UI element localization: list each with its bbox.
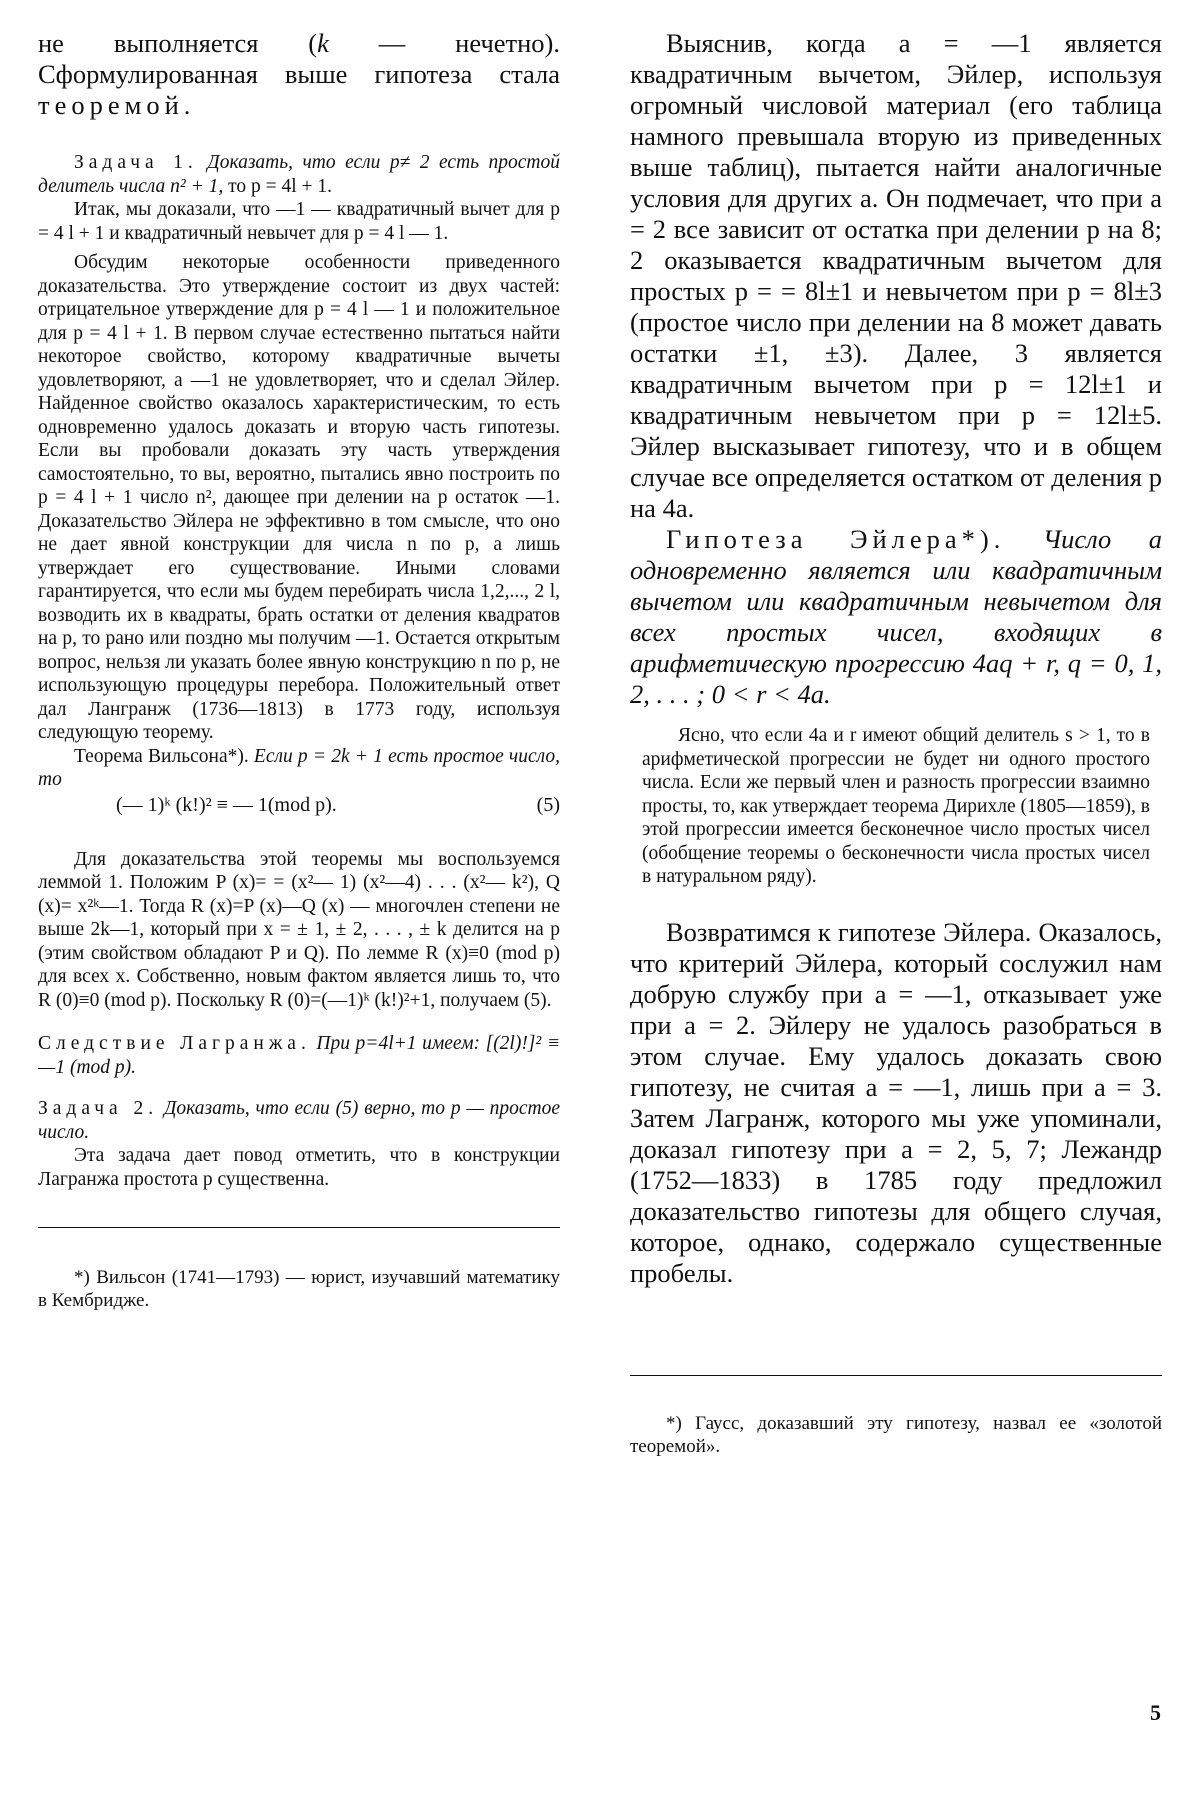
footnote-wilson: *) Вильсон (1741—1793) — юрист, изучавший математику в Кембридже. xyxy=(38,1267,560,1311)
wilson-formula: (— 1)ᵏ (k!)² ≡ — 1(mod p). xyxy=(116,793,337,816)
proof-paragraph: Для доказательства этой теоремы мы воспользуемся леммой 1. Положим P (x)= = (x²— 1) (x²—4) . . . (x²— k²), Q (x)= x²ᵏ—1. Тогда R (x)=P (x)—Q (x) — многочлен степени не выше 2k—1, который при x = ± 1, ± 2, . . . , ± k делится на p (этим свойством обладают P и Q). По лемме R (x)≡0 (mod p) для всех x. Собственно, новым фактом является лишь то, что R (0)≡0 (mod p). Поскольку R (0)=(—1)ᵏ (k!)²+1, получаем (5). xyxy=(38,848,560,1011)
task-2: Задача 2. Доказать, что если (5) верно, то p — простое число. xyxy=(38,1098,560,1143)
intro-paragraph: не выполняется (k — нечетно). Сформулированная выше гипотеза стала теоремой. xyxy=(38,28,560,120)
task-2-note: Эта задача дает повод отметить, что в конструкции Лагранжа простота p существенна. xyxy=(38,1145,560,1190)
formula-number: (5) xyxy=(536,793,560,816)
footnote-divider xyxy=(38,1227,560,1228)
euler-hypothesis: Гипотеза Эйлера*). Число a одновременно является или квадратичным вычетом или квадратичным невычетом для всех простых чисел, входящих в арифметическую прогрессию 4aq + r, q = 0, 1, 2, . . . ; 0 < r < 4a. xyxy=(630,524,1162,709)
euler-paragraph: Выяснив, когда a = —1 является квадратичным вычетом, Эйлер, используя огромный числовой материал (его таблица намного превышала вторую из приведенных выше таблиц), пытается найти аналогичные условия для других a. Он подмечает, что при a = 2 все зависит от остатка при делении p на 8; 2 оказывается квадратичным вычетом для простых p = = 8l±1 и невычетом при p = 8l±3 (простое число при делении на 8 может давать остатки ±1, ±3). Далее, 3 является квадратичным вычетом при p = 12l±1 и квадратичным невычетом при p = 12l±5. Эйлер высказывает гипотезу, что и в общем случае все определяется остатком от деления p на 4a. xyxy=(630,28,1162,523)
task-1: Задача 1. Доказать, что если p≠ 2 есть простой делитель числа n² + 1, то p = 4l + 1. xyxy=(38,152,561,197)
wilson-theorem: Теорема Вильсона*). Если p = 2k + 1 есть простое число, то xyxy=(38,745,560,790)
lagrange-corollary: Следствие Лагранжа. При p=4l+1 имеем: [(2l)!]² ≡ —1 (mod p). xyxy=(38,1033,560,1078)
theorem-word: теоремой. xyxy=(38,90,196,120)
formula-5 xyxy=(38,792,560,818)
footnote-gauss: *) Гаусс, доказавший эту гипотезу, назвал ее «золотой теоремой». xyxy=(630,1412,1162,1457)
left-column xyxy=(38,28,560,1312)
return-paragraph: Возвратимся к гипотезе Эйлера. Оказалось, что критерий Эйлера, который сослужил нам добрую службу при a = —1, отказывает уже при a = 2. Эйлеру не удалось разобраться в этом случае. Ему удалось доказать свою гипотезу, не считая a = —1, лишь при a = 3. Затем Лагранж, которого мы уже упоминали, доказал гипотезу при a = 2, 5, 7; Лежандр (1752—1833) в 1785 году предложил доказательство гипотезы для общего случая, которое, однако, содержало существенные пробелы. xyxy=(630,916,1162,1288)
dirichlet-note: Ясно, что если 4a и r имеют общий делитель s > 1, то в арифметической прогрессии не будет ни одного простого числа. Если же первый член и разность прогрессии взаимно просты, то, как утверждает теорема Дирихле (1805—1859), в этой прогрессии имеется бесконечное число простых чисел (обобщение теоремы о бесконечности числа простых чисел в натуральном ряду). xyxy=(642,725,1150,887)
proved-paragraph: Итак, мы доказали, что —1 — квадратичный вычет для p = 4 l + 1 и квадратичный невычет для p = 4 l — 1. xyxy=(38,199,560,244)
page-number: 5 xyxy=(1150,1700,1161,1725)
discussion-paragraph: Обсудим некоторые особенности приведенного доказательства. Это утверждение состоит из двух частей: отрицательное утверждение для p = 4 l — 1 и положительное для p = 4 l + 1. В первом случае естественно пытаться найти некоторое свойство, которому квадратичные вычеты удовлетворяют, а —1 не удовлетворяет, что и сделал Эйлер. Найденное свойство оказалось характеристическим, то есть одновременно удалось доказать и вторую часть гипотезы. Если вы пробовали доказать эту часть утверждения самостоятельно, то вы, вероятно, пытались явно построить по p = 4 l + 1 число n², дающее при делении на p остаток —1. Доказательство Эйлера не эффективно в том смысле, что оно не дает явной конструкции для числа n по p, а лишь утверждает его существование. Иными словами гарантируется, что если мы будем перебирать числа 1,2,..., 2 l, возводить их в квадраты, брать остатки от деления квадратов на p, то рано или поздно мы получим —1. Остается открытым вопрос, нельзя ли указать более явную конструкцию n по p, не использующую процедуры перебора. Положительный ответ дал Лангранж (1736—1813) в 1773 году, используя следующую теорему. xyxy=(38,252,560,743)
footnote-divider-right xyxy=(630,1375,1162,1376)
right-column xyxy=(630,28,1162,1458)
